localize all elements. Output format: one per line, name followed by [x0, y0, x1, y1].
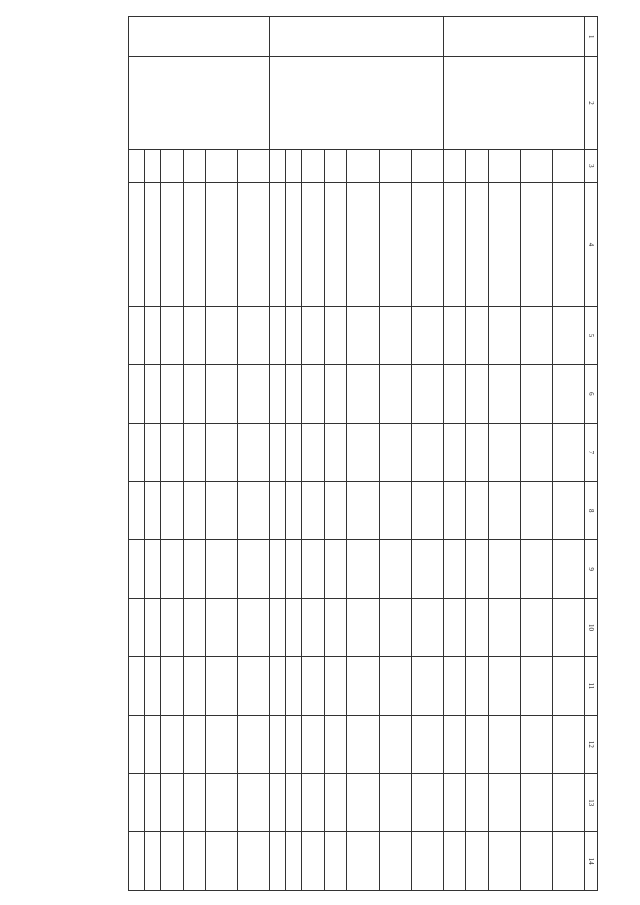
table-cell — [552, 598, 584, 656]
table-cell — [466, 365, 488, 423]
table-cell — [286, 306, 302, 364]
table-cell — [520, 774, 552, 832]
table-cell — [206, 306, 238, 364]
table-cell — [552, 149, 584, 183]
table-cell — [443, 149, 465, 183]
table-cell — [552, 540, 584, 598]
table-cell — [270, 774, 286, 832]
table-cell — [379, 365, 411, 423]
table-cell — [286, 482, 302, 540]
table-cell — [552, 306, 584, 364]
table-cell — [552, 832, 584, 891]
table-cell — [145, 365, 161, 423]
table-cell — [488, 482, 520, 540]
table-cell — [286, 183, 302, 307]
col-number: 12 — [585, 715, 598, 773]
table-cell — [488, 540, 520, 598]
table-cell — [488, 149, 520, 183]
table-cell — [347, 306, 379, 364]
table-cell — [129, 540, 145, 598]
table-cell — [206, 657, 238, 715]
table-cell — [488, 365, 520, 423]
table-cell — [411, 149, 443, 183]
table-cell — [443, 423, 465, 481]
table-cell — [183, 149, 205, 183]
table-cell — [466, 832, 488, 891]
table-cell — [270, 540, 286, 598]
table-cell — [379, 774, 411, 832]
table-cell — [488, 715, 520, 773]
table-cell — [183, 715, 205, 773]
table-cell — [183, 774, 205, 832]
table-cell — [324, 774, 346, 832]
table-cell — [466, 306, 488, 364]
col-number: 7 — [585, 423, 598, 481]
table-cell — [552, 715, 584, 773]
table-cell — [302, 423, 324, 481]
table-cell — [129, 657, 145, 715]
table-cell — [206, 423, 238, 481]
col-number: 1 — [585, 17, 598, 57]
table-cell — [161, 365, 183, 423]
table-cell — [411, 774, 443, 832]
table-cell — [411, 183, 443, 307]
table-cell — [552, 423, 584, 481]
table-cell — [129, 306, 145, 364]
table-cell — [161, 183, 183, 307]
table-cell — [302, 149, 324, 183]
table-cell — [302, 598, 324, 656]
table-cell — [520, 365, 552, 423]
col-number: 13 — [585, 774, 598, 832]
table-cell — [270, 715, 286, 773]
budget-table — [128, 16, 598, 891]
table-cell — [379, 306, 411, 364]
table-cell — [145, 540, 161, 598]
table-cell — [129, 832, 145, 891]
table-cell — [302, 183, 324, 307]
table-cell — [238, 365, 270, 423]
table-cell — [183, 183, 205, 307]
table-cell — [324, 306, 346, 364]
table-cell — [520, 149, 552, 183]
table-cell — [238, 774, 270, 832]
table-cell — [238, 832, 270, 891]
table-cell — [552, 774, 584, 832]
table-cell — [183, 832, 205, 891]
col-number: 4 — [585, 183, 598, 307]
table-cell — [286, 832, 302, 891]
table-cell — [145, 149, 161, 183]
table-cell — [324, 365, 346, 423]
table-cell — [466, 715, 488, 773]
table-cell — [379, 598, 411, 656]
table-cell — [302, 832, 324, 891]
table-cell — [411, 598, 443, 656]
table-cell — [324, 423, 346, 481]
table-cell — [270, 149, 286, 183]
table-cell — [379, 482, 411, 540]
table-cell — [161, 598, 183, 656]
table-cell — [347, 423, 379, 481]
table-cell — [379, 423, 411, 481]
table-cell — [520, 540, 552, 598]
table-cell — [443, 774, 465, 832]
table-cell — [379, 832, 411, 891]
table-cell — [206, 540, 238, 598]
table-cell — [206, 482, 238, 540]
table-cell — [379, 715, 411, 773]
table-cell — [145, 423, 161, 481]
table-row — [238, 17, 270, 891]
section-title — [129, 57, 270, 149]
col-number: 3 — [585, 149, 598, 183]
section-code — [443, 17, 584, 57]
table-cell — [238, 598, 270, 656]
table-cell — [286, 598, 302, 656]
table-cell — [520, 832, 552, 891]
table-cell — [443, 306, 465, 364]
table-cell — [161, 715, 183, 773]
table-cell — [411, 306, 443, 364]
table-cell — [183, 598, 205, 656]
table-cell — [129, 715, 145, 773]
table-cell — [286, 715, 302, 773]
table-cell — [206, 365, 238, 423]
table-cell — [206, 774, 238, 832]
table-cell — [183, 482, 205, 540]
table-body — [129, 17, 585, 891]
table-cell — [270, 832, 286, 891]
table-cell — [347, 540, 379, 598]
table-cell — [347, 715, 379, 773]
section-title — [270, 57, 443, 149]
table-cell — [520, 715, 552, 773]
table-cell — [145, 774, 161, 832]
table-cell — [379, 540, 411, 598]
table-cell — [411, 715, 443, 773]
table-cell — [145, 832, 161, 891]
table-cell — [302, 306, 324, 364]
table-cell — [488, 423, 520, 481]
table-cell — [379, 183, 411, 307]
table-cell — [324, 598, 346, 656]
table-cell — [411, 482, 443, 540]
table-cell — [488, 183, 520, 307]
table-cell — [145, 657, 161, 715]
table-cell — [520, 306, 552, 364]
col-number: 2 — [585, 57, 598, 149]
table-cell — [129, 482, 145, 540]
table-cell — [206, 598, 238, 656]
table-cell — [145, 306, 161, 364]
table-cell — [324, 657, 346, 715]
table-cell — [302, 774, 324, 832]
table-cell — [411, 832, 443, 891]
table-cell — [161, 149, 183, 183]
table-cell — [552, 365, 584, 423]
table-cell — [488, 598, 520, 656]
rotated-table-wrapper — [128, 16, 598, 891]
table-cell — [238, 149, 270, 183]
col-number: 5 — [585, 306, 598, 364]
table-cell — [302, 482, 324, 540]
table-cell — [347, 832, 379, 891]
table-cell — [443, 598, 465, 656]
table-cell — [347, 657, 379, 715]
table-cell — [238, 306, 270, 364]
table-cell — [129, 598, 145, 656]
table-cell — [324, 482, 346, 540]
table-cell — [302, 540, 324, 598]
table-cell — [347, 598, 379, 656]
table-cell — [206, 149, 238, 183]
table-cell — [206, 832, 238, 891]
table-cell — [161, 657, 183, 715]
table-cell — [324, 832, 346, 891]
table-cell — [145, 715, 161, 773]
table-cell — [324, 183, 346, 307]
table-cell — [270, 365, 286, 423]
table-cell — [520, 423, 552, 481]
table-cell — [161, 482, 183, 540]
table-cell — [443, 715, 465, 773]
table-cell — [270, 306, 286, 364]
table-cell — [238, 482, 270, 540]
table-cell — [488, 657, 520, 715]
table-row — [411, 17, 443, 891]
table-cell — [466, 540, 488, 598]
table-row — [552, 17, 584, 891]
column-number-row — [585, 17, 598, 891]
table-cell — [286, 149, 302, 183]
table-cell — [145, 183, 161, 307]
table-cell — [466, 774, 488, 832]
table-cell — [286, 540, 302, 598]
table-cell — [270, 482, 286, 540]
table-cell — [552, 183, 584, 307]
col-number: 11 — [585, 657, 598, 715]
table-cell — [443, 540, 465, 598]
table-cell — [302, 365, 324, 423]
table-cell — [286, 423, 302, 481]
table-cell — [466, 598, 488, 656]
table-cell — [183, 540, 205, 598]
table-cell — [347, 183, 379, 307]
table-cell — [161, 832, 183, 891]
table-cell — [302, 657, 324, 715]
table-cell — [270, 183, 286, 307]
table-cell — [466, 149, 488, 183]
table-cell — [324, 540, 346, 598]
table-cell — [443, 832, 465, 891]
table-cell — [520, 482, 552, 540]
table-cell — [443, 482, 465, 540]
table-cell — [411, 365, 443, 423]
table-cell — [286, 774, 302, 832]
table-cell — [411, 657, 443, 715]
table-cell — [161, 306, 183, 364]
table-cell — [324, 715, 346, 773]
table-cell — [347, 149, 379, 183]
table-cell — [238, 540, 270, 598]
table-cell — [206, 183, 238, 307]
table-cell — [520, 183, 552, 307]
table-cell — [552, 482, 584, 540]
table-cell — [129, 423, 145, 481]
table-cell — [347, 774, 379, 832]
table-cell — [379, 149, 411, 183]
table-cell — [466, 423, 488, 481]
table-cell — [270, 598, 286, 656]
table-cell — [347, 365, 379, 423]
table-cell — [270, 657, 286, 715]
col-number: 8 — [585, 482, 598, 540]
table-cell — [145, 598, 161, 656]
table-cell — [466, 657, 488, 715]
section-code — [270, 17, 443, 57]
table-cell — [206, 715, 238, 773]
table-cell — [443, 183, 465, 307]
col-number: 9 — [585, 540, 598, 598]
table-cell — [488, 832, 520, 891]
section-title — [443, 57, 584, 149]
table-cell — [238, 423, 270, 481]
table-cell — [129, 365, 145, 423]
table-cell — [411, 540, 443, 598]
table-cell — [443, 365, 465, 423]
col-number: 6 — [585, 365, 598, 423]
table-cell — [145, 482, 161, 540]
table-cell — [129, 774, 145, 832]
col-number: 14 — [585, 832, 598, 891]
table-cell — [161, 774, 183, 832]
table-cell — [347, 482, 379, 540]
table-cell — [161, 423, 183, 481]
table-cell — [466, 482, 488, 540]
table-cell — [238, 183, 270, 307]
table-cell — [466, 183, 488, 307]
table-cell — [238, 715, 270, 773]
table-cell — [183, 423, 205, 481]
table-cell — [161, 540, 183, 598]
table-cell — [488, 306, 520, 364]
section-code — [129, 17, 270, 57]
table-cell — [183, 306, 205, 364]
table-cell — [183, 657, 205, 715]
table-cell — [286, 657, 302, 715]
table-cell — [411, 423, 443, 481]
table-cell — [238, 657, 270, 715]
table-cell — [443, 657, 465, 715]
table-cell — [302, 715, 324, 773]
table-cell — [520, 598, 552, 656]
table-cell — [520, 657, 552, 715]
table-cell — [270, 423, 286, 481]
table-cell — [324, 149, 346, 183]
table-cell — [129, 149, 145, 183]
table-cell — [183, 365, 205, 423]
table-cell — [129, 183, 145, 307]
table-cell — [286, 365, 302, 423]
table-cell — [488, 774, 520, 832]
table-cell — [379, 657, 411, 715]
table-cell — [552, 657, 584, 715]
col-number: 10 — [585, 598, 598, 656]
